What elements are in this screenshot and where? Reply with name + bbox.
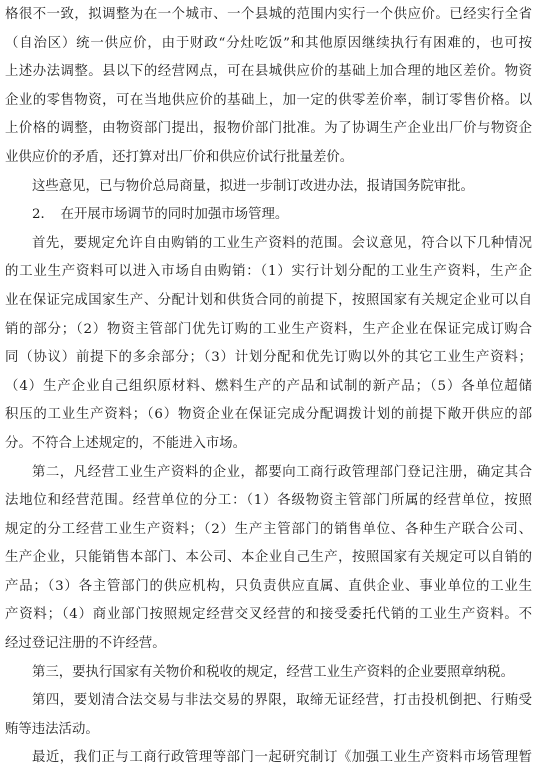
- text-line: 业在保证完成国家生产、分配计划和供货合同的前提下，按照国家有关规定企业可以自: [5, 292, 532, 308]
- section-heading: 2． 在开展市场调节的同时加强市场管理。: [32, 207, 289, 223]
- paragraph-first-line: 这些意见，已与物价总局商量，拟进一步制订改进办法，报请国务院审批。: [32, 178, 474, 194]
- text-line: 的工业生产资料可以进入市场自由购销：（1）实行计划分配的工业生产资料，生产企: [5, 264, 532, 280]
- text-line: 分。不符合上述规定的，不能进入市场。: [5, 435, 247, 451]
- text-line: 法地位和经营范围。经营单位的分工：（1）各级物资主管部门所属的经营单位，按照: [5, 493, 532, 509]
- text-line: 上价格的调整，由物资部门提出，报物价部门批准。为了协调生产企业出厂价与物资企: [5, 121, 532, 137]
- text-line: 经过登记注册的不许经营。: [5, 636, 166, 652]
- paragraph-first-line: 第四，要划清合法交易与非法交易的界限，取缔无证经营，打击投机倒把、行贿受: [32, 693, 532, 709]
- paragraph-first-line: 最近，我们正与工商行政管理等部门一起研究制订《加强工业生产资料市场管理暂: [32, 750, 532, 766]
- text-line: 积压的工业生产资料；（6）物资企业在保证完成分配调拨计划的前提下敞开供应的部: [5, 407, 532, 423]
- text-line: 企业的零售物资，可在当地供应价的基础上，加一定的供零差价率，制订零售价格。以: [5, 92, 532, 108]
- text-line: 同（协议）前提下的多余部分；（3）计划分配和优先订购以外的其它工业生产资料；: [5, 350, 532, 366]
- paragraph-first-line: 第三，要执行国家有关物价和税收的规定，经营工业生产资料的企业要照章纳税。: [32, 664, 515, 680]
- paragraph-first-line: 第二，凡经营工业生产资料的企业，都要向工商行政管理部门登记注册，确定其合: [32, 464, 532, 480]
- text-line: 贿等违法活动。: [5, 721, 99, 737]
- document-page: [5, 1, 532, 773]
- paragraph-first-line: 首先，要规定允许自由购销的工业生产资料的范围。会议意见，符合以下几种情况: [32, 235, 532, 251]
- text-line: 规定的分工经营工业生产资料；（2）生产主管部门的销售单位、各种生产联合公司、: [5, 521, 532, 537]
- text-line: （4）生产企业自己组织原材料、燃料生产的产品和试制的新产品；（5）各单位超储: [5, 378, 532, 394]
- text-line: （自治区）统一供应价，由于财政“分灶吃饭”和其他原因继续执行有困难的，也可按: [5, 35, 532, 51]
- text-line: 生产企业，只能销售本部门、本公司、本企业自己生产，按照国家有关规定可以自销的: [5, 550, 532, 566]
- text-line: 格很不一致，拟调整为在一个城市、一个县城的范围内实行一个供应价。已经实行全省: [5, 7, 532, 22]
- text-line: 销的部分；（2）物资主管部门优先订购的工业生产资料，生产企业在保证完成订购合: [5, 321, 532, 337]
- text-line: 业供应价的矛盾，还打算对出厂价和供应价试行批量差价。: [5, 149, 354, 165]
- text-line: 上述办法调整。县以下的经营网点，可在县城供应价的基础上加合理的地区差价。物资: [5, 64, 532, 80]
- text-line: 产品；（3）各主管部门的供应机构，只负责供应直属、直供企业、事业单位的工业生: [5, 578, 532, 594]
- text-line: 产资料；（4）商业部门按照规定经营交叉经营的和接受委托代销的工业生产资料。不: [5, 607, 532, 623]
